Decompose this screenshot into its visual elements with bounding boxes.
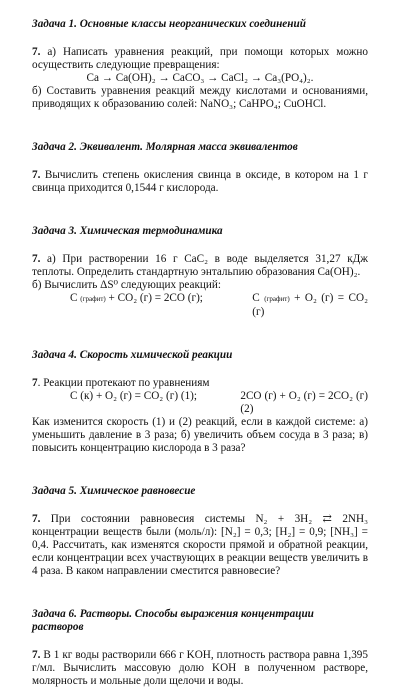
task-5-text: При состоянии равновесия системы N₂ + 3H₂ ⇄ 2NH₃ концентрации веществ были (моль/л): [N₂] = 0,3; [H₂] = 0,9; [NH₃] = 0,4. Рассчитать, как изменятся скорости прямой и обратной реакции, если концентрации всех участвующих в реакции веществ увеличить в 4 раза. В каком направлении сместится равновесие? (32, 513, 368, 577)
task-4 (32, 349, 368, 455)
task-3-reaction-2: C (графит) + O₂ (г) = CO₂ (г) (252, 292, 368, 318)
task-6-title: Задача 6. Растворы. Способы выражения концентрации растворов (32, 608, 314, 633)
task-2 (32, 141, 368, 195)
task-4-number: 7 (32, 377, 38, 389)
task-3-title: Задача 3. Химическая термодинамика (32, 225, 223, 237)
task-3 (32, 225, 368, 319)
task-1 (32, 18, 368, 111)
task-5-title: Задача 5. Химическое равновесие (32, 485, 196, 497)
task-4-equations (32, 390, 368, 416)
task-2-text: Вычислить степень окисления свинца в оксиде, в котором на 1 г свинца приходится 0,1544 г кислорода. (32, 169, 368, 194)
task-5 (32, 485, 368, 578)
task-4-question: Как изменится скорость (1) и (2) реакций, если в каждой системе: а) уменьшить давление в 3 раза; б) увеличить объем сосуда в 3 раза; в) повысить концентрацию кислорода в 3 раза? (32, 416, 368, 454)
task-4-equation-1: С (к) + O₂ (г) = CO₂ (г) (1); (70, 390, 197, 402)
task-1-number: 7. (32, 46, 41, 58)
task-5-body (32, 513, 368, 578)
task-1-part-a: а) Написать уравнения реакций, при помощи которых можно осуществить следующие превращения: (32, 46, 368, 71)
task-4-title: Задача 4. Скорость химической реакции (32, 349, 233, 361)
task-3-body (32, 253, 368, 319)
task-1-body (32, 46, 368, 111)
task-6-number: 7. (32, 649, 41, 661)
task-6-text: В 1 кг воды растворили 666 г KOH, плотность раствора равна 1,395 г/мл. Вычислить массовую долю KOH в полученном растворе, молярность и мольные доли щелочи и воды. (32, 649, 368, 687)
task-3-number: 7. (32, 253, 41, 265)
task-4-equation-2: 2CO (г) + O₂ (г) = 2CO₂ (г) (2) (240, 390, 368, 415)
task-3-reactions (32, 292, 368, 319)
task-1-chain: Ca → Ca(OH)₂ → CaCO₃ → CaCl₂ → Ca₃(PO₄)₂. (86, 72, 314, 84)
task-3-part-a: а) При растворении 16 г CaC₂ в воде выделяется 31,27 кДж теплоты. Определить стандартную энтальпию образования Ca(OH)₂. (32, 253, 368, 278)
task-4-body (32, 377, 368, 455)
task-1-part-b: б) Составить уравнения реакций между кислотами и основаниями, приводящих к образованию солей: NaNO₃; CaHPO₄; CuOHCl. (32, 85, 368, 110)
task-2-title: Задача 2. Эквивалент. Молярная масса эквивалентов (32, 141, 298, 153)
task-3-reaction-1: C (графит) + CO₂ (г) = 2CO (г); (70, 292, 203, 304)
task-2-number: 7. (32, 169, 41, 181)
task-6 (32, 608, 368, 688)
task-5-number: 7. (32, 513, 41, 525)
task-2-body (32, 169, 368, 195)
task-1-title: Задача 1. Основные классы неорганических соединений (32, 18, 306, 30)
task-3-part-b: б) Вычислить ΔS⁰ следующих реакций: (32, 279, 221, 291)
task-4-intro: . Реакции протекают по уравнениям (37, 377, 210, 389)
task-6-body (32, 649, 368, 688)
